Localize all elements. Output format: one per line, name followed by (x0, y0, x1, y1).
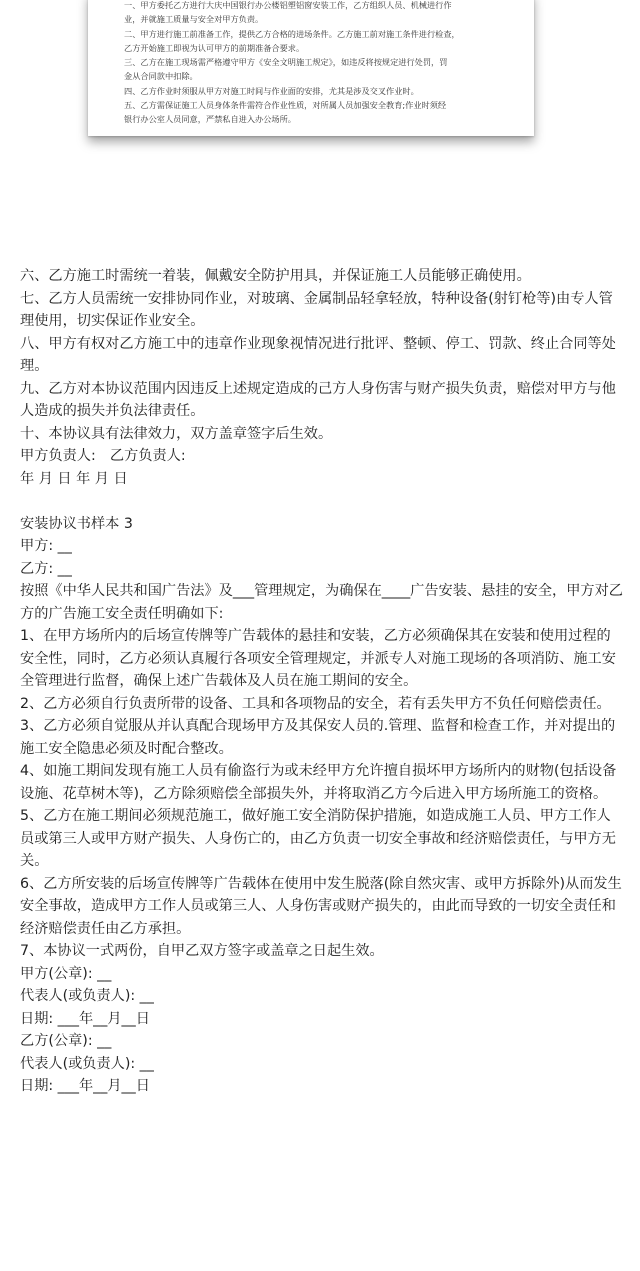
scanned-document-image (88, 0, 534, 136)
document-body (20, 265, 624, 1098)
party-b-date: 日期: ___年__月__日 (20, 1078, 150, 1094)
clause-10: 十、本协议具有法律效力，双方盖章签字后生效。 (20, 425, 333, 442)
scan-line: 三、乙方在施工现场需严格遵守甲方《安全文明施工规定》，如违反将按规定进行处罚，罚 (124, 57, 448, 68)
scan-line: 金从合同款中扣除。 (124, 71, 198, 82)
article-3: 3、乙方必须自觉服从并认真配合现场甲方及其保安人员的.管理、监督和检查工作，并对提出的施工安全隐患必须及时配合整改。 (20, 718, 616, 757)
scan-line: 二、甲方进行施工前准备工作，提供乙方合格的进场条件。乙方施工前对施工条件进行检查， (124, 28, 460, 39)
clause-8: 八、甲方有权对乙方施工中的违章作业现象视情况进行批评、整顿、停工、罚款、终止合同等处理。 (20, 335, 616, 374)
article-2: 2、乙方必须自行负责所带的设备、工具和各项物品的安全，若有丢失甲方不负任何赔偿责任。 (20, 695, 611, 712)
clause-9: 九、乙方对本协议范围内因违反上述规定造成的己方人身伤害与财产损失负责，赔偿对甲方与他人造成的损失并负法律责任。 (20, 380, 616, 419)
scan-line: 乙方开始施工即视为认可甲方的前期准备合要求。 (124, 42, 305, 53)
party-a-seal: 甲方(公章): __ (20, 965, 112, 982)
scan-line: 四、乙方作业时须服从甲方对施工时间与作业面的安排，尤其是涉及交叉作业时。 (124, 85, 419, 96)
preamble: 按照《中华人民共和国广告法》及___管理规定，为确保在____广告安装、悬挂的安全，甲方对乙方的广告施工安全责任明确如下: (20, 583, 623, 622)
article-1: 1、在甲方场所内的后场宣传牌等广告载体的悬挂和安装，乙方必须确保其在安装和使用过程的安全性，同时，乙方必须认真履行各项安全管理规定，并派专人对施工现场的各项消防、施工安全管理进行监督，确保上述广告载体及人员在施工期间的安全。 (20, 628, 616, 689)
article-5: 5、乙方在施工期间必须规范施工，做好施工安全消防保护措施，如造成施工人员、甲方工作人员或第三人或甲方财产损失、人身伤亡的，由乙方负责一切安全事故和经济赔偿责任，与甲方无关。 (20, 808, 616, 869)
party-a-date: 日期: ___年__月__日 (20, 1010, 150, 1027)
blank-line (20, 490, 624, 513)
article-6: 6、乙方所安装的后场宣传牌等广告载体在使用中发生脱落(除自然灾害、或甲方拆除外)从而发生安全事故，造成甲方工作人员或第三人、人身伤害或财产损失的，由此而导致的一切安全责任和经济赔偿责任由乙方承担。 (20, 875, 622, 937)
clause-7: 七、乙方人员需统一安排协同作业，对玻璃、金属制品轻拿轻放，特种设备(射钉枪等)由专人管理使用，切实保证作业安全。 (20, 290, 613, 329)
party-b-representative: 代表人(或负责人): __ (20, 1055, 154, 1072)
scan-line: 银行办公室人员同意，严禁私自进入办公场所。 (124, 114, 296, 125)
party-a-representative: 代表人(或负责人): __ (20, 988, 154, 1004)
scan-line: 五、乙方需保证施工人员身体条件需符合作业性质，对所属人员加强安全教育;作业时须经 (124, 100, 447, 111)
scan-line: 一、甲方委托乙方进行大庆中国银行办公楼铝塑铝窗安装工作，乙方组织人员、机械进行作 (124, 0, 452, 10)
article-4: 4、如施工期间发现有施工人员有偷盗行为或未经甲方允许擅自损坏甲方场所内的财物(包括设备设施、花草树木等)，乙方除须赔偿全部损失外，并将取消乙方今后进入甲方场所施工的资格。 (20, 763, 617, 802)
signatories-line: 甲方负责人: 乙方负责人: (20, 448, 186, 464)
date-line: 年 月 日 年 月 日 (20, 470, 128, 487)
party-b-seal: 乙方(公章): __ (20, 1033, 112, 1049)
party-a-line: 甲方: __ (20, 538, 72, 554)
sample-title: 安装协议书样本 3 (20, 515, 133, 532)
clause-6: 六、乙方施工时需统一着装，佩戴安全防护用具，并保证施工人员能够正确使用。 (20, 268, 531, 284)
article-7: 7、本协议一式两份，自甲乙双方签字或盖章之日起生效。 (20, 943, 384, 959)
scan-line: 业，并就施工质量与安全对甲方负责。 (124, 14, 264, 25)
party-b-line: 乙方: __ (20, 560, 72, 577)
